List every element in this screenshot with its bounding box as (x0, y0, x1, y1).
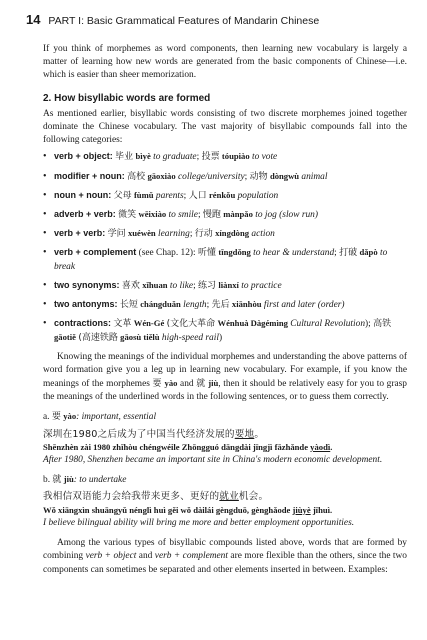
closing-text-3: are more flexible than the others, since the two components can sometimes be separated and other elements inserted in between. Examples: (43, 551, 407, 575)
example-b-word: 就 (52, 475, 62, 486)
jiu-pinyin: jiù (208, 378, 219, 389)
jiu-char: 就 (196, 379, 206, 390)
example-a-word: 要 (51, 412, 61, 423)
example-b-zh-pre: 我相信双语能力会给我带来更多、更好的 (43, 491, 220, 503)
example-b-translation: I believe bilingual ability will bring me more and better employment opportunities. (43, 517, 355, 528)
knowing-paragraph (43, 351, 407, 405)
pinyin: gāosù tiělù (120, 332, 160, 343)
example-b-pinyin (43, 504, 407, 517)
example-b-label (43, 473, 407, 487)
closing-italic-2: verb + complement (154, 551, 228, 562)
knowing-text-2: , then it should be relatively easy for you to grasp the meanings of the underlined words in the following sentences, or to guess them correctly. (43, 379, 407, 403)
english-gloss: parents (155, 190, 184, 201)
category-item (43, 298, 407, 312)
example-b-py-underlined: jiùyè (292, 504, 311, 515)
chinese-word: 父母 (113, 190, 132, 201)
pinyin: dòngwù (269, 170, 300, 181)
pinyin: Wénhuà Dàgémìng (217, 318, 288, 329)
category-item (43, 150, 407, 164)
english-gloss: action (251, 229, 275, 240)
category-item (43, 279, 407, 293)
example-a-label (43, 410, 407, 424)
example-b-gloss: : to undertake (73, 475, 127, 486)
pinyin: chángduǎn (140, 299, 181, 310)
example-b-marker: b. (43, 475, 51, 486)
chinese-word: 慢跑 (202, 210, 221, 221)
english-gloss: to hear & understand (253, 248, 335, 259)
chinese-word: 练习 (198, 280, 217, 291)
english-gloss: population (237, 190, 279, 201)
yao-char: 要 (152, 379, 162, 390)
example-a-zh-post: 。 (254, 428, 265, 440)
note-text: ) (218, 333, 223, 344)
example-a-word-pinyin: yào (63, 411, 77, 422)
chinese-word: 微笑 (118, 210, 137, 221)
chinese-word: 行动 (194, 229, 213, 240)
chinese-word: 长短 (119, 300, 138, 311)
chinese-word: 打破 (339, 248, 358, 259)
category-label: verb + complement (54, 247, 137, 258)
example-a-marker: a. (43, 412, 50, 423)
chinese-word: 人口 (188, 190, 207, 201)
english-gloss: to break (54, 248, 388, 272)
closing-text-2: and (136, 551, 155, 562)
chinese-word: 听懂 (197, 248, 216, 259)
chinese-word: (文化大革命 (166, 319, 216, 330)
separator: ; (189, 229, 195, 240)
separator: ; (244, 171, 250, 182)
closing-italic-1: verb + object (85, 551, 137, 562)
pinyin: xíngdòng (215, 228, 250, 239)
yao-pinyin: yào (164, 378, 178, 389)
separator: ; (193, 280, 199, 291)
example-b-py-post: jīhuì. (310, 504, 333, 515)
closing-paragraph (43, 537, 407, 577)
example-b-word-pinyin: jiù (63, 474, 74, 485)
pinyin: tīngdǒng (218, 247, 251, 258)
knowing-text-1: Knowing the meanings of the individual morphemes and understanding the above patterns of word formation give you a leg up in learning new vocabulary. For example, if you know the meanings of the morphemes (43, 351, 407, 390)
example-b-py-pre: Wǒ xiāngxìn shuāngyǔ nénglì huì gěi wǒ dàilái gèngduō, gènghǎode (43, 504, 293, 515)
pinyin: bìyè (135, 151, 151, 162)
page-content (43, 43, 407, 577)
example-a-zh-pre: 深圳在1980之后成为了中国当代经济发展的 (43, 428, 235, 440)
english-gloss: length (183, 300, 207, 311)
example-a-py-pre: Shēnzhèn zài 1980 zhīhòu chéngwéile Zhōngguó dāngdài jīngjì fāzhǎnde (43, 441, 311, 452)
category-label: verb + verb: (54, 228, 106, 239)
pinyin: fùmǔ (133, 189, 154, 200)
knowing-and: and (177, 379, 197, 390)
chinese-word: 毕业 (115, 152, 134, 163)
chinese-word: 高校 (127, 171, 146, 182)
english-gloss: to smile (168, 210, 198, 221)
english-gloss: to jog (slow run) (255, 210, 318, 221)
example-b-chinese (43, 490, 407, 503)
separator: ; (197, 210, 203, 221)
closing-text-1: Among the various types of bisyllabic compounds listed above, words that are formed by combining (43, 538, 407, 562)
english-gloss: animal (301, 171, 328, 182)
english-gloss: to like (169, 280, 194, 291)
chinese-word: 文革 (113, 319, 132, 330)
running-header (26, 12, 319, 27)
pinyin: wēixiào (138, 209, 167, 220)
category-item (43, 208, 407, 222)
category-item (43, 227, 407, 241)
category-label: two synonyms: (54, 279, 120, 290)
chinese-word: 先后 (211, 300, 230, 311)
example-a-py-post: . (330, 441, 333, 452)
english-gloss: to graduate (153, 152, 197, 163)
header-title: PART I: Basic Grammatical Features of Mandarin Chinese (48, 15, 320, 27)
separator: ; (196, 152, 202, 163)
pinyin: xiānhòu (231, 299, 262, 310)
category-label: verb + object: (54, 151, 113, 162)
example-a-py-underlined: yàodì (310, 441, 331, 452)
category-item (43, 170, 407, 184)
intro-paragraph: If you think of morphemes as word components, then learning new vocabulary is largely a matter of learning how new words are generated from the basic components of Chinese—i.e. which is easier than sheer memorization. (43, 44, 407, 81)
section-paragraph: As mentioned earlier, bisyllabic words consisting of two discrete morphemes joined together dominate the Chinese vocabulary. The vast majority of bisyllabic compounds fall into the following categories: (43, 108, 407, 146)
category-label: two antonyms: (54, 299, 118, 310)
english-gloss: learning (158, 229, 190, 240)
example-b-zh-underlined: 就业 (219, 491, 239, 503)
chinese-word: 高铁 (373, 319, 392, 330)
category-list-1 (43, 150, 407, 273)
pinyin: gāoxiào (147, 170, 176, 181)
category-item (43, 246, 407, 273)
category-list-2 (43, 279, 407, 346)
pinyin: mànpǎo (223, 209, 253, 220)
example-a-zh-underlined: 要地 (234, 428, 255, 440)
english-gloss: first and later (order) (263, 300, 345, 311)
separator: ; (206, 300, 212, 311)
category-label: modifier + noun: (54, 170, 125, 181)
section-heading: 2. How bisyllabic words are formed (43, 92, 211, 104)
category-label: adverb + verb: (54, 209, 116, 220)
note-text: (see Chap. 12): (136, 248, 198, 259)
page-number: 14 (26, 12, 41, 27)
english-gloss: high-speed rail (161, 333, 219, 344)
example-a-pinyin (43, 441, 407, 454)
pinyin: liànxí (218, 279, 239, 290)
chinese-word: 投票 (201, 152, 220, 163)
english-gloss: to vote (251, 152, 278, 163)
english-gloss: Cultural Revolution (290, 319, 366, 330)
category-label: contractions: (54, 318, 112, 329)
pinyin: gāotiě (54, 332, 76, 343)
category-item (43, 317, 407, 345)
category-label: noun + noun: (54, 189, 112, 200)
separator: ; (183, 190, 189, 201)
chinese-word: (高速铁路 (78, 333, 118, 344)
chinese-word: 动物 (249, 171, 268, 182)
pinyin: rénkǒu (208, 189, 236, 200)
example-a-chinese (43, 428, 407, 441)
pinyin: Wén-Gé (133, 318, 165, 329)
chinese-word: 学问 (107, 229, 126, 240)
pinyin: tóupiào (221, 151, 250, 162)
chinese-word: 喜欢 (121, 280, 140, 291)
english-gloss: to practice (241, 280, 282, 291)
pinyin: xuéwèn (127, 228, 156, 239)
pinyin: dǎpò (359, 247, 378, 258)
example-b-zh-post: 机会。 (238, 491, 269, 503)
pinyin: xǐhuan (142, 279, 168, 290)
english-gloss: college/university (177, 171, 245, 182)
example-a-gloss: : important, essential (76, 412, 157, 423)
category-item (43, 189, 407, 203)
example-a-translation: After 1980, Shenzhen became an important site in China's modern economic development. (43, 455, 383, 466)
note-text: ); (365, 319, 371, 330)
separator: ; (334, 248, 340, 259)
